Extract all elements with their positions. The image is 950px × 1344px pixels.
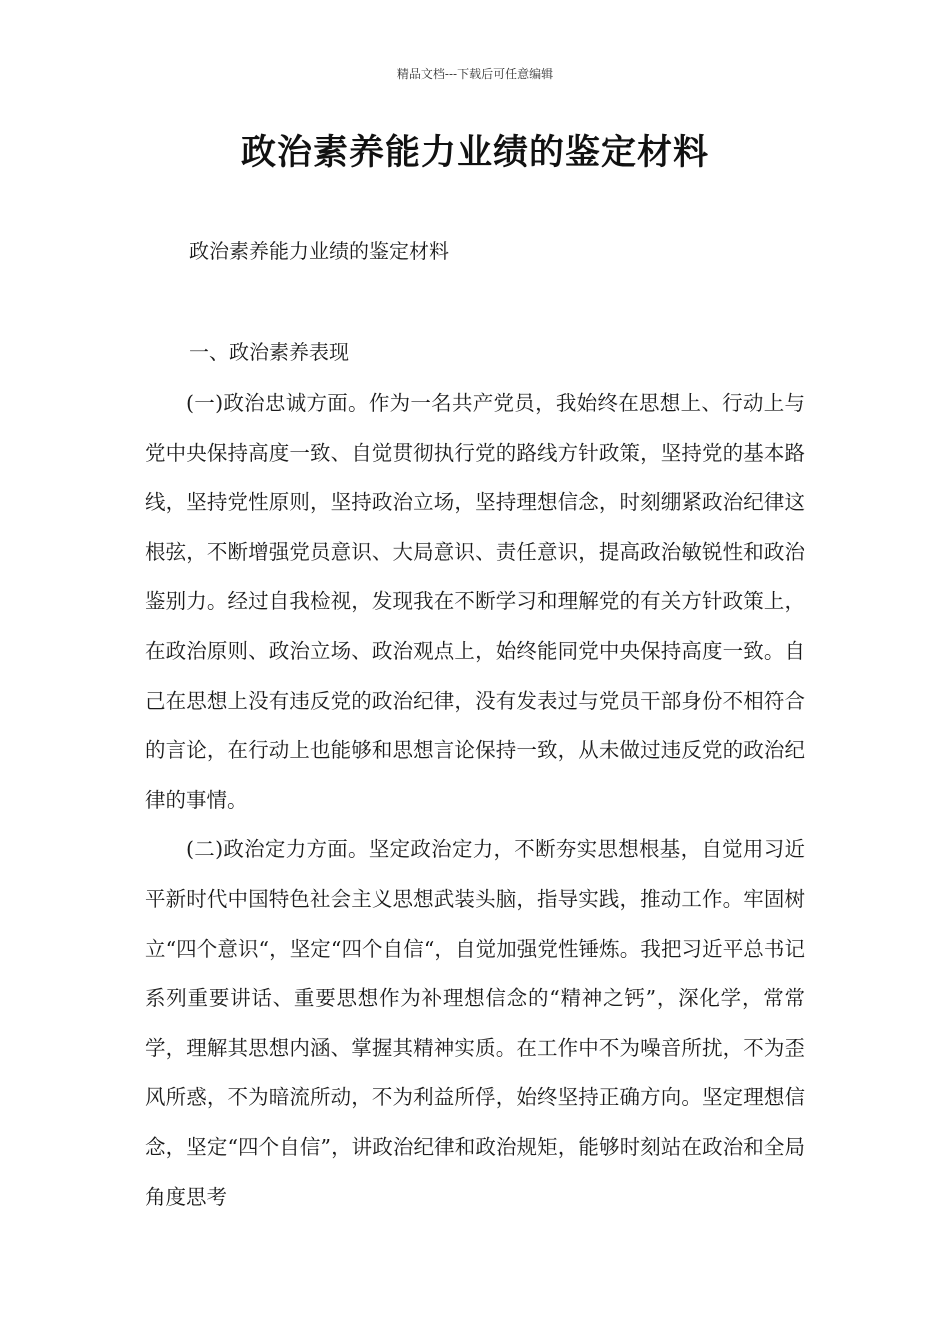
document-title: 政治素养能力业绩的鉴定材料 <box>240 132 709 173</box>
paragraph-political-resolve: (二)政治定力方面。坚定政治定力，不断夯实思想根基，自觉用习近平新时代中国特色社会主义思想武装头脑，指导实践，推动工作。牢固树立“四个意识“，坚定“四个自信“，自觉加强党性锤炼。我把习近平总书记系列重要讲话、重要思想作为补理想信念的“精神之钙”，深化学，常常学，理解其思想内涵、掌握其精神实质。在工作中不为噪音所扰，不为歪风所惑，不为暗流所动，不为利益所俘，始终坚持正确方向。坚定理想信念，坚定“四个自信”，讲政治纪律和政治规矩，能够时刻站在政治和全局角度思考 <box>145 837 805 1209</box>
section-heading: 一、政治素养表现 <box>189 340 349 364</box>
body-text <box>145 379 805 1222</box>
header-note: 精品文档---下载后可任意编辑 <box>396 67 554 81</box>
document-subtitle: 政治素养能力业绩的鉴定材料 <box>189 239 449 263</box>
paragraph-political-loyalty: (一)政治忠诚方面。作为一名共产党员，我始终在思想上、行动上与党中央保持高度一致、自觉贯彻执行党的路线方针政策，坚持党的基本路线，坚持党性原则，坚持政治立场，坚持理想信念，时刻绷紧政治纪律这根弦，不断增强党员意识、大局意识、责任意识，提高政治敏锐性和政治鉴别力。经过自我检视，发现我在不断学习和理解党的有关方针政策上，在政治原则、政治立场、政治观点上，始终能同党中央保持高度一致。自己在思想上没有违反党的政治纪律，没有发表过与党员干部身份不相符合的言论，在行动上也能够和思想言论保持一致，从未做过违反党的政治纪律的事情。 <box>145 391 805 812</box>
